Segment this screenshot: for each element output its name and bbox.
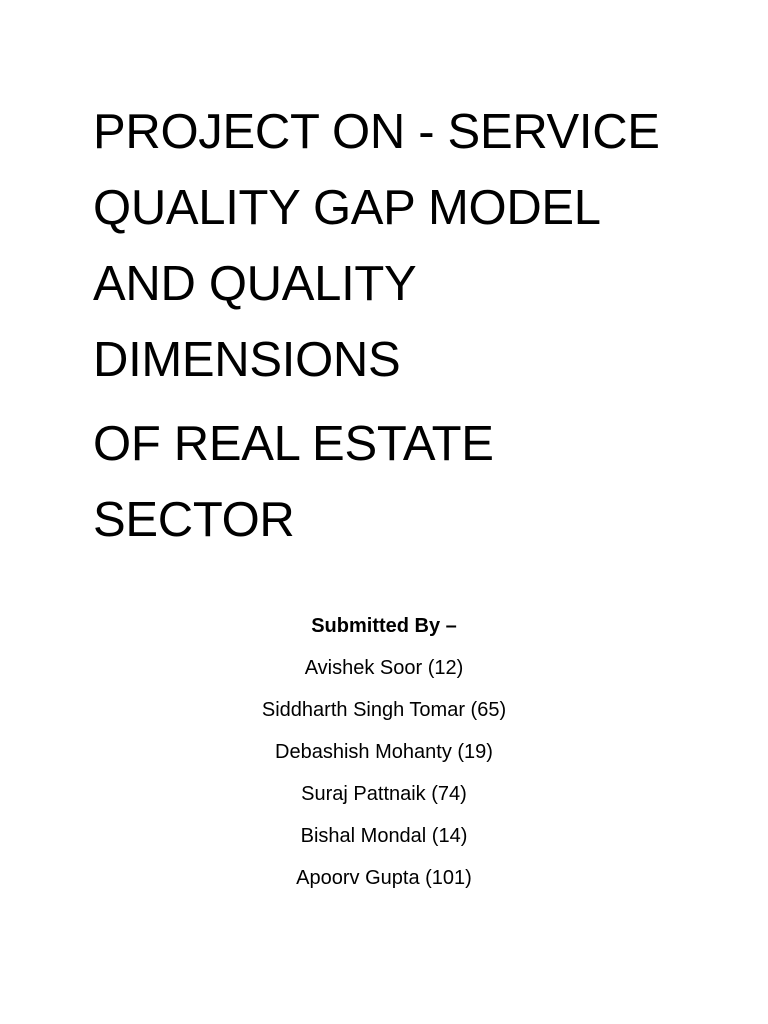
member-name: Avishek Soor (12) — [304, 657, 464, 679]
member-name: Siddharth Singh Tomar (65) — [261, 699, 507, 721]
title-line: OF REAL ESTATE — [93, 417, 494, 471]
title-line: QUALITY GAP MODEL — [93, 181, 601, 235]
title-line: SECTOR — [93, 493, 295, 547]
title-line: AND QUALITY — [93, 257, 417, 311]
member-name: Suraj Pattnaik (74) — [301, 783, 467, 805]
title-line: DIMENSIONS — [93, 333, 401, 387]
member-name: Bishal Mondal (14) — [300, 825, 468, 847]
submitted-by-heading: Submitted By – — [311, 615, 457, 637]
member-name: Apoorv Gupta (101) — [296, 867, 472, 889]
project-title — [93, 94, 713, 558]
title-line: PROJECT ON - SERVICE — [93, 105, 660, 159]
member-name: Debashish Mohanty (19) — [275, 741, 493, 763]
title-spacer — [93, 398, 713, 406]
submitted-by-section — [0, 611, 768, 905]
